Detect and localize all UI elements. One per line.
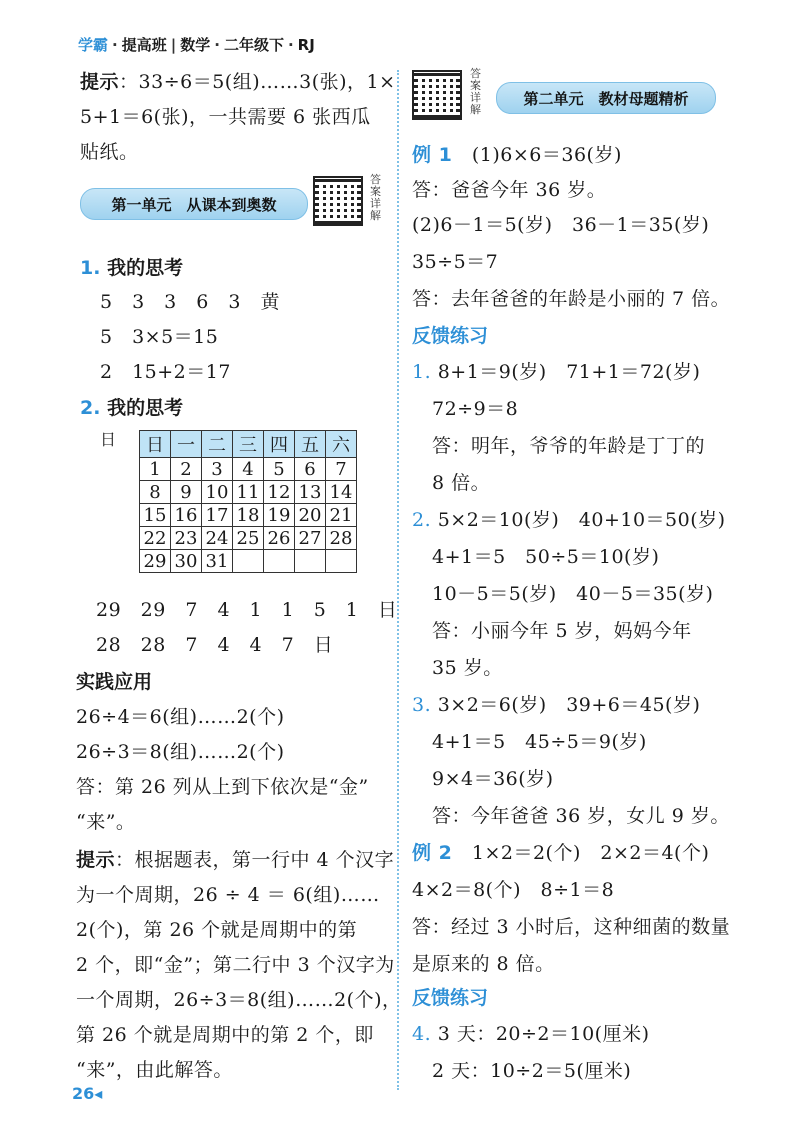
example2-line-2: 4×2＝8(个) 8÷1＝8	[412, 879, 615, 901]
edition: RJ	[297, 36, 315, 54]
example1-line-1: 例 1 (1)6×6＝36(岁)	[412, 144, 622, 166]
practice2-line-2: 4+1＝5 50÷5＝10(岁)	[432, 546, 660, 568]
practice1-line-3: 答：明年，爷爷的年龄是丁丁的	[432, 435, 706, 457]
calendar-header-cell: 日	[140, 431, 171, 458]
calendar-cell: 1	[140, 458, 171, 481]
calendar-cell	[326, 550, 357, 573]
column-divider	[397, 70, 399, 1090]
practice3-line-3: 9×4＝36(岁)	[432, 768, 554, 790]
hint1-line-2: 5+1＝6(张)，一共需要 6 张西瓜	[80, 106, 371, 128]
calendar-cell: 6	[295, 458, 326, 481]
calendar-row	[140, 458, 357, 481]
calendar-cell: 19	[264, 504, 295, 527]
hint2-line-2: 为一个周期，26 ÷ 4 ＝ 6(组)……	[76, 884, 380, 906]
calendar-cell: 15	[140, 504, 171, 527]
calendar-cell: 21	[326, 504, 357, 527]
calendar-cell	[264, 550, 295, 573]
calendar-cell: 18	[233, 504, 264, 527]
practice-line-1: 26÷4＝6(组)……2(个)	[76, 706, 285, 728]
calendar-cell: 25	[233, 527, 264, 550]
q1-line-1: 5 3 3 6 3 黄	[100, 291, 280, 313]
grade: 二年级下	[223, 36, 284, 54]
q2-answer-line-2: 28 28 7 4 4 7 日	[96, 634, 334, 656]
hint2-line-7: “来”，由此解答。	[76, 1059, 233, 1081]
q1-line-2: 5 3×5＝15	[100, 326, 219, 348]
calendar-cell	[295, 550, 326, 573]
practice2-line-4: 答：小丽今年 5 岁，妈妈今年	[432, 620, 692, 642]
calendar-header-cell: 六	[326, 431, 357, 458]
calendar-cell: 28	[326, 527, 357, 550]
calendar-cell: 12	[264, 481, 295, 504]
q1-line-3: 2 15+2＝17	[100, 361, 231, 383]
calendar-table	[139, 430, 357, 573]
calendar-row	[140, 504, 357, 527]
practice2-line-1: 2. 5×2＝10(岁) 40+10＝50(岁)	[412, 509, 726, 531]
practice-line-2: 26÷3＝8(组)……2(个)	[76, 741, 285, 763]
practice-title: 实践应用	[76, 671, 153, 693]
example1-line-3: (2)6－1＝5(岁) 36－1＝35(岁)	[412, 214, 710, 236]
calendar-cell: 10	[202, 481, 233, 504]
running-header: 学霸 · 提高班 | 数学 · 二年级下 · RJ	[78, 36, 315, 54]
q1-heading: 1. 我的思考	[80, 257, 184, 279]
calendar-header-cell: 二	[202, 431, 233, 458]
calendar-cell: 11	[233, 481, 264, 504]
calendar-row	[140, 550, 357, 573]
practice4-line-1: 4. 3 天：20÷2＝10(厘米)	[412, 1023, 650, 1045]
practice1-line-2: 72÷9＝8	[432, 398, 519, 420]
day-label: 日	[100, 430, 117, 449]
calendar-header-row	[140, 431, 357, 458]
hint2-line-5: 一个周期，26÷3＝8(组)……2(个)，	[76, 989, 402, 1011]
example1-line-2: 答：爸爸今年 36 岁。	[412, 179, 607, 201]
calendar-cell: 30	[171, 550, 202, 573]
calendar-cell: 4	[233, 458, 264, 481]
q2-answer-line-1: 29 29 7 4 1 1 5 1 日	[96, 599, 398, 621]
qr-label: 答案详解	[370, 173, 381, 222]
calendar-cell: 22	[140, 527, 171, 550]
example2-line-1: 例 2 1×2＝2(个) 2×2＝4(个)	[412, 842, 710, 864]
practice3-line-1: 3. 3×2＝6(岁) 39+6＝45(岁)	[412, 694, 701, 716]
practice4-line-2: 2 天：10÷2＝5(厘米)	[432, 1060, 632, 1082]
calendar-row	[140, 527, 357, 550]
series-name: 提高班	[121, 36, 167, 54]
practice-line-4: “来”。	[76, 811, 136, 833]
calendar-row	[140, 481, 357, 504]
qr-code-icon	[412, 70, 462, 120]
calendar-cell: 17	[202, 504, 233, 527]
calendar-cell: 16	[171, 504, 202, 527]
calendar-cell: 7	[326, 458, 357, 481]
unit1-banner: 第一单元 从课本到奥数	[80, 188, 308, 220]
feedback-practice-title-2: 反馈练习	[412, 987, 489, 1009]
calendar-cell: 5	[264, 458, 295, 481]
calendar-header-cell: 三	[233, 431, 264, 458]
feedback-practice-title-1: 反馈练习	[412, 325, 489, 347]
hint2-line-6: 第 26 个就是周期中的第 2 个，即	[76, 1024, 374, 1046]
calendar-cell: 20	[295, 504, 326, 527]
calendar-header-cell: 一	[171, 431, 202, 458]
subject: 数学	[180, 36, 211, 54]
example2-line-4: 是原来的 8 倍。	[412, 953, 555, 975]
hint2-line-3: 2(个)，第 26 个就是周期中的第	[76, 919, 358, 941]
calendar-cell: 27	[295, 527, 326, 550]
example1-line-5: 答：去年爸爸的年龄是小丽的 7 倍。	[412, 288, 731, 310]
calendar-cell: 13	[295, 481, 326, 504]
practice-line-3: 答：第 26 列从上到下依次是“金”	[76, 776, 369, 798]
brand-name: 学霸	[78, 36, 109, 54]
calendar-cell: 8	[140, 481, 171, 504]
calendar-cell: 24	[202, 527, 233, 550]
hint1-line-1: 提示：33÷6＝5(组)……3(张)，1×	[80, 71, 396, 93]
calendar-cell	[233, 550, 264, 573]
calendar-cell: 31	[202, 550, 233, 573]
practice3-line-4: 答：今年爸爸 36 岁，女儿 9 岁。	[432, 805, 730, 827]
calendar-cell: 9	[171, 481, 202, 504]
hint2-line-1: 提示：根据题表，第一行中 4 个汉字	[76, 849, 395, 871]
practice3-line-2: 4+1＝5 45÷5＝9(岁)	[432, 731, 647, 753]
practice1-line-1: 1. 8+1＝9(岁) 71+1＝72(岁)	[412, 361, 701, 383]
calendar-header-cell: 五	[295, 431, 326, 458]
qr-code-icon	[313, 176, 363, 226]
hint1-line-3: 贴纸。	[80, 141, 139, 163]
q2-heading: 2. 我的思考	[80, 397, 184, 419]
hint2-line-4: 2 个，即“金”；第二行中 3 个汉字为	[76, 954, 395, 976]
practice1-line-4: 8 倍。	[432, 472, 491, 494]
calendar-cell: 29	[140, 550, 171, 573]
practice2-line-3: 10－5＝5(岁) 40－5＝35(岁)	[432, 583, 714, 605]
calendar-cell: 2	[171, 458, 202, 481]
calendar-header-cell: 四	[264, 431, 295, 458]
calendar-cell: 23	[171, 527, 202, 550]
page-number: 26◂	[72, 1084, 103, 1103]
calendar-cell: 3	[202, 458, 233, 481]
example2-line-3: 答：经过 3 小时后，这种细菌的数量	[412, 916, 731, 938]
practice2-line-5: 35 岁。	[432, 657, 503, 679]
example1-line-4: 35÷5＝7	[412, 251, 499, 273]
unit2-banner: 第二单元 教材母题精析	[496, 82, 716, 114]
calendar-cell: 26	[264, 527, 295, 550]
qr-label: 答案详解	[470, 67, 481, 116]
calendar-cell: 14	[326, 481, 357, 504]
